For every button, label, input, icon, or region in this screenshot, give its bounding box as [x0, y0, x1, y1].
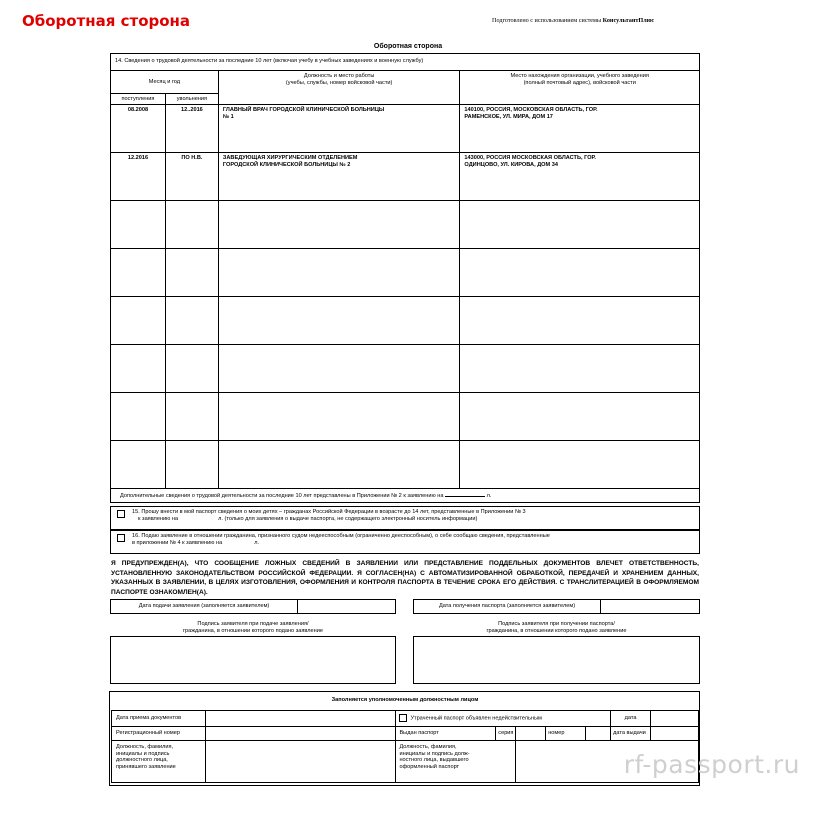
section-16-checkbox[interactable] [117, 534, 125, 542]
cell-end[interactable] [165, 393, 218, 441]
header-end: увольнения [165, 94, 218, 105]
cell-position[interactable]: ГЛАВНЫЙ ВРАЧ ГОРОДСКОЙ КЛИНИЧЕСКОЙ БОЛЬНИЦЫ № 1 [218, 105, 460, 153]
cell-start[interactable] [111, 345, 166, 393]
lost-date-value[interactable] [651, 711, 699, 727]
cell-position[interactable]: ЗАВЕДУЮЩАЯ ХИРУРГИЧЕСКИМ ОТДЕЛЕНИЕМ ГОРОДСКОЙ КЛИНИЧЕСКОЙ БОЛЬНИЦЫ № 2 [218, 153, 460, 201]
issued-passport-label: Выдан паспорт [396, 727, 496, 741]
table-row [111, 345, 700, 393]
cell-end[interactable] [165, 345, 218, 393]
cell-start[interactable] [111, 297, 166, 345]
header-position: Должность и место работы (учебы, службы, номер войсковой части) [218, 71, 460, 105]
cell-end[interactable]: 12..2016 [165, 105, 218, 153]
section-15-checkbox[interactable] [117, 510, 125, 518]
series-label: серия [496, 727, 516, 741]
cell-position[interactable] [218, 201, 460, 249]
section-16-line2-suffix: л. [254, 539, 260, 546]
consultant-brand: КонсультантПлюс [602, 17, 655, 24]
cell-start[interactable] [111, 441, 166, 489]
accept-date-label: Дата приема документов [112, 711, 206, 727]
additional-info-suffix: л. [486, 493, 492, 499]
receive-date-field[interactable] [413, 599, 700, 614]
cell-end[interactable] [165, 441, 218, 489]
cell-address[interactable] [460, 201, 700, 249]
cell-position[interactable] [218, 393, 460, 441]
official-accept-value[interactable] [205, 741, 396, 783]
additional-info-text: Дополнительные сведения о трудовой деятельности за последние 10 лет представлены в Приложении № 2 к заявлению на [120, 493, 444, 499]
lost-date-label: дата [611, 711, 651, 727]
cell-end[interactable] [165, 249, 218, 297]
table-row [111, 153, 700, 201]
cell-position[interactable] [218, 297, 460, 345]
cell-start[interactable]: 08.2008 [111, 105, 166, 153]
cell-end[interactable] [165, 201, 218, 249]
accept-date-value[interactable] [205, 711, 396, 727]
official-table [111, 710, 699, 783]
section-16-line1: 16. Подаю заявление в отношении гражданина, признанного судом недееспособным (ограниченно дееспособным), о себе сообщаю сведения, представленные [132, 533, 550, 539]
additional-pages-field[interactable] [445, 496, 485, 497]
submit-signature-box[interactable] [110, 636, 396, 684]
reg-number-value[interactable] [205, 727, 396, 741]
submit-date-field[interactable] [110, 599, 396, 614]
reg-number-label: Регистрационный номер [112, 727, 206, 741]
section-15-text [132, 509, 697, 522]
table-row [111, 393, 700, 441]
submit-date-label: Дата подачи заявления (заполняется заявителем) [111, 600, 298, 613]
page-heading: Оборотная сторона [22, 12, 191, 30]
table-row [111, 441, 700, 489]
receive-date-label: Дата получения паспорта (заполняется заявителем) [414, 600, 601, 613]
consultant-prefix: Подготовлено с использованием системы [492, 17, 603, 24]
issue-date-label: дата выдачи [611, 727, 651, 741]
official-block-title: Заполняется уполномоченным должностным лицом [331, 697, 479, 703]
number-value[interactable] [586, 727, 611, 741]
number-label: номер [546, 727, 586, 741]
cell-end[interactable] [165, 297, 218, 345]
cell-start[interactable] [111, 393, 166, 441]
lost-passport-checkbox[interactable] [399, 714, 407, 722]
section-16-line2-prefix: в приложении № 4 к заявлению на [132, 539, 223, 546]
header-address: Место нахождения организации, учебного заведения (полный почтовый адрес), войсковой части [460, 71, 700, 105]
table-row [111, 201, 700, 249]
cell-start[interactable] [111, 201, 166, 249]
cell-end[interactable]: ПО Н.В. [165, 153, 218, 201]
cell-position[interactable] [218, 441, 460, 489]
table-row [111, 297, 700, 345]
additional-info [120, 493, 491, 500]
work-history-table [110, 70, 700, 489]
work-rows [111, 105, 700, 489]
table-row [111, 105, 700, 153]
lost-passport-cell [396, 711, 611, 727]
cell-address[interactable]: 140100, РОССИЯ, МОСКОВСКАЯ ОБЛАСТЬ, ГОР. РАМЕНСКОЕ, УЛ. МИРА, ДОМ 17 [460, 105, 700, 153]
cell-address[interactable] [460, 441, 700, 489]
section-15-line2-prefix: к заявлению на [138, 515, 179, 522]
cell-address[interactable] [460, 393, 700, 441]
receive-signature-label: Подпись заявителя при получении паспорта/ гражданина, в отношении которого подано заявление [486, 621, 627, 634]
issue-date-value[interactable] [651, 727, 699, 741]
section-15-line1: 15. Прошу внести в мой паспорт сведения о моих детях – гражданах Российской Федерации в возрасте до 14 лет, представленные в Приложении № 3 [132, 509, 526, 515]
section-16-text [132, 533, 697, 546]
table-row [111, 249, 700, 297]
cell-position[interactable] [218, 345, 460, 393]
document-title: Оборотная сторона [373, 43, 443, 50]
cell-start[interactable]: 12.2016 [111, 153, 166, 201]
consultant-note [492, 17, 654, 24]
cell-address[interactable]: 143000, РОССИЯ МОСКОВСКАЯ ОБЛАСТЬ, ГОР. ОДИНЦОВО, УЛ. КИРОВА, ДОМ 34 [460, 153, 700, 201]
section-15-line2-suffix: л. (только для заявления о выдаче паспорта, не содержащего электронный носитель информации) [218, 515, 478, 522]
cell-address[interactable] [460, 345, 700, 393]
official-accept-label: Должность, фамилия, инициалы и подпись должностного лица, принявшего заявление [112, 741, 206, 783]
cell-position[interactable] [218, 249, 460, 297]
cell-start[interactable] [111, 249, 166, 297]
section-14-title: 14. Сведения о трудовой деятельности за последние 10 лет (включая учебу в учебных заведениях и военную службу) [115, 58, 424, 64]
header-start: поступления [111, 94, 166, 105]
submit-signature-label: Подпись заявителя при подаче заявления/ гражданина, в отношении которого подано заявление [183, 621, 323, 634]
liability-warning: Я ПРЕДУПРЕЖДЕН(А), ЧТО СООБЩЕНИЕ ЛОЖНЫХ СВЕДЕНИЙ В ЗАЯВЛЕНИИ ИЛИ ПРЕДСТАВЛЕНИЕ ПОДДЕЛЬНЫХ ДОКУМЕНТОВ ВЛЕЧЕТ ОТВЕТСТВЕННОСТЬ, УСТАНОВЛЕННУЮ ЗАКОНОДАТЕЛЬСТВОМ РОССИЙСКОЙ ФЕДЕРАЦИИ. Я СОГЛАСЕН(НА) С АВТОМАТИЗИРОВАННОЙ ОБРАБОТКОЙ, ПЕРЕДАЧЕЙ И ХРАНЕНИЕМ ДАННЫХ, УКАЗАННЫХ В ЗАЯВЛЕНИИ, В ЦЕЛЯХ ИЗГОТОВЛЕНИЯ, ОФОРМЛЕНИЯ И КОНТРОЛЯ ПАСПОРТА В ТЕЧЕНИЕ СРОКА ЕГО ДЕЙСТВИЯ. С ТРАНСЛИТЕРАЦИЕЙ В ОФОРМЛЯЕМОМ ПАСПОРТЕ ОЗНАКОМЛЕН(А). [111, 560, 699, 596]
official-issue-label: Должность, фамилия, инициалы и подпись долж- ностного лица, выдавшего оформленный паспорт [396, 741, 516, 783]
lost-passport-label: Утраченный паспорт объявлен недействительным [410, 715, 542, 722]
series-value[interactable] [516, 727, 546, 741]
receive-signature-box[interactable] [413, 636, 700, 684]
cell-address[interactable] [460, 249, 700, 297]
cell-address[interactable] [460, 297, 700, 345]
watermark: rf-passport.ru [623, 750, 800, 779]
header-date: Месяц и год [111, 71, 219, 94]
